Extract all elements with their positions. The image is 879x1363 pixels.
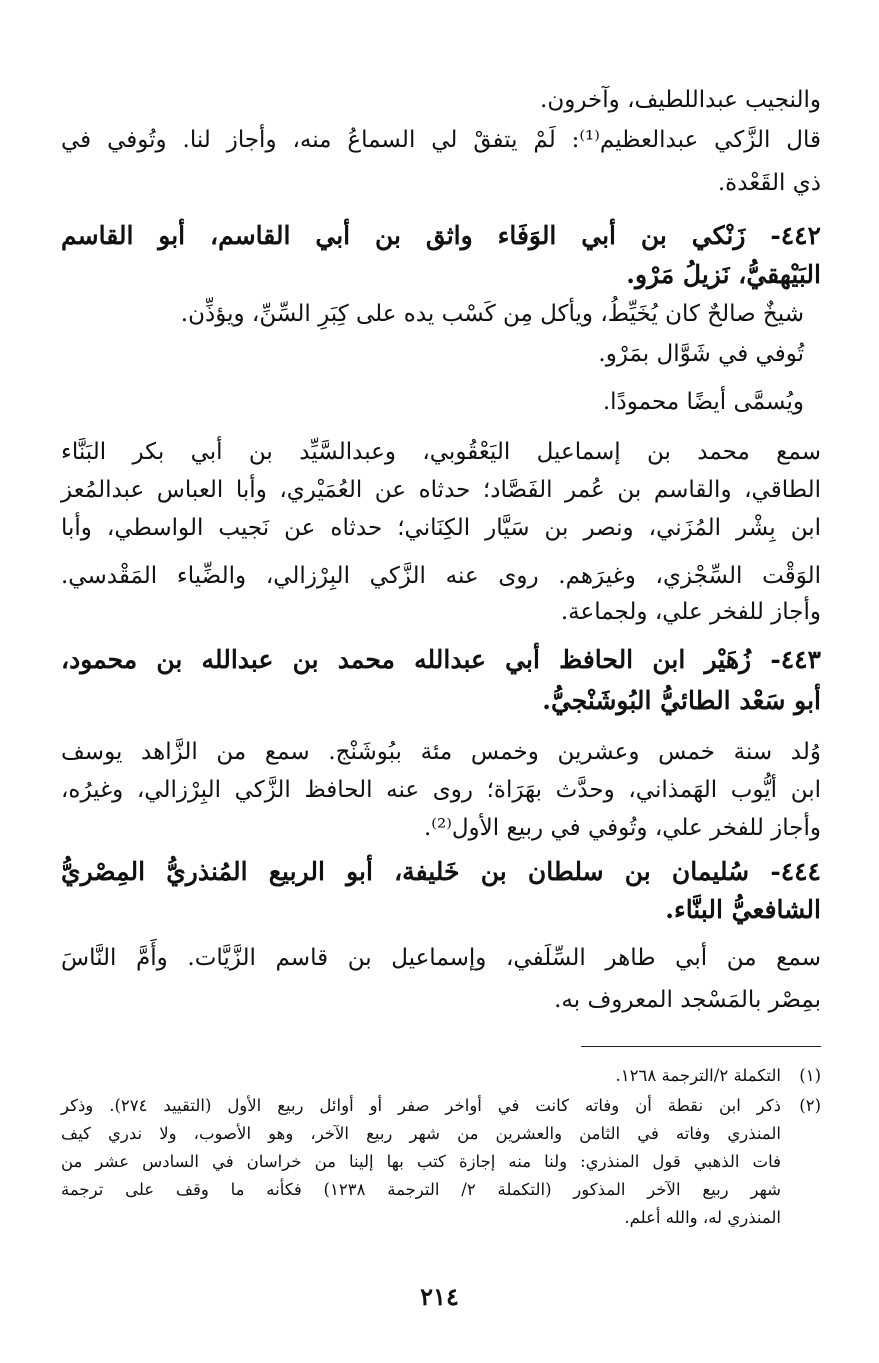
footnote-2-line: [61, 1122, 821, 1146]
text-line: وأجاز للفخر علي، ولجماعة.: [560, 599, 821, 625]
footnote-divider: [581, 1046, 821, 1047]
text-line: سمع من أبي طاهر السِّلَفي، وإسماعيل بن قاسم الزَّيَّات. وأَمَّ النَّاسَ: [61, 945, 821, 971]
footnote-text: ذكر ابن نقطة أن وفاته كانت في أواخر صفر أو أوائل ربيع الأول (التقييد ٢٧٤). وذكر: [61, 1096, 782, 1115]
text-line: ذي القَعْدة.: [717, 170, 821, 196]
footnote-text: شهر ربيع الآخر المذكور (التكملة ٢/ الترجمة ١٢٣٨) فكأنه ما وقف على ترجمة: [61, 1180, 781, 1199]
entry-heading-444: ٤٤٤- سُليمان بن سلطان بن خَليفة، أبو الربيع المُنذريُّ المِصْريُّ: [61, 857, 821, 886]
footnote-text: فات الذهبي قول المنذري: ولنا منه إجازة كتب بها إلينا من خراسان في السادس عشر من: [61, 1152, 781, 1171]
text-line: ابن أيُّوب الهَمذاني، وحدَّث بهَرَاة؛ روى عنه الحافظ الزَّكي البِرْزالي، وغيرُه،: [61, 777, 821, 803]
entry-heading-442: ٤٤٢- زَنْكي بن أبي الوَفَاء واثق بن أبي القاسم، أبو القاسم: [61, 221, 821, 250]
footnote-text: المنذري وفاته في الثامن والعشرين من شهر ربيع الآخر، وهو الأصوب، ولا ندري كيف: [61, 1124, 781, 1143]
text-line: وأجاز للفخر علي، وتُوفي في ربيع الأول⁽²⁾.: [423, 815, 821, 841]
text-line: والنجيب عبداللطيف، وآخرون.: [540, 87, 821, 113]
text-line: بمِصْر بالمَسْجد المعروف به.: [554, 987, 821, 1013]
text-line: ابن بِشْر المُزَني، ونصر بن سَيَّار الكِنَاني؛ حدثاه عن نَجيب الواسطي، وأبا: [61, 515, 821, 541]
text-line: سمع محمد بن إسماعيل اليَعْقُوبي، وعبدالسَّيِّد بن أبي بكر البَنَّاء: [61, 439, 821, 465]
footnote-text: التكملة ٢/الترجمة ١٢٦٨.: [615, 1066, 781, 1085]
text-line: قال الزَّكي عبدالعظيم⁽¹⁾: لَمْ يتفقْ لي السماعُ منه، وأجاز لنا. وتُوفي في: [61, 127, 822, 153]
entry-heading-444-cont: الشافعيُّ البنَّاء.: [665, 895, 821, 924]
text-line: ويُسمَّى أيضًا محمودًا.: [602, 389, 804, 415]
entry-heading-443: ٤٤٣- زُهَيْر ابن الحافظ أبي عبدالله محمد بن عبدالله بن محمود،: [61, 645, 821, 674]
text-line: وُلد سنة خمس وعشرين وخمس مئة ببُوشَنْج. سمع من الزَّاهد يوسف: [61, 739, 821, 765]
text-line: الطاقي، والقاسم بن عُمر الفَصَّاد؛ حدثاه عن العُمَيْري، وأبا العباس عبدالمُعز: [61, 477, 821, 503]
entry-heading-442-cont: البَيْهقيُّ، نَزيلُ مَرْو.: [626, 260, 821, 289]
page-number: ٢١٤: [420, 1282, 459, 1311]
text-line: شيخٌ صالحٌ كان يُخَيِّطُ، ويأكل مِن كَسْب يده على كِبَرِ السِّنِّ، ويؤذِّن.: [180, 301, 804, 327]
footnote-2-line: [61, 1150, 821, 1174]
text-line: الوَقْت السِّجْزي، وغيرَهم. روى عنه الزَّكي البِرْزالي، والضِّياء المَقْدسي.: [61, 563, 821, 589]
footnote-text: المنذري له، والله أعلم.: [624, 1208, 781, 1227]
entry-heading-443-cont: أبو سَعْد الطائيُّ البُوشَنْجيُّ.: [542, 686, 821, 715]
footnote-1: [61, 1064, 821, 1088]
footnote-number: (٢): [799, 1096, 821, 1115]
footnote-2-line: [61, 1206, 821, 1230]
footnote-2-line: [61, 1178, 821, 1202]
text-line: تُوفي في شَوَّال بمَرْو.: [598, 341, 804, 367]
footnote-2: [61, 1094, 821, 1118]
footnote-number: (١): [799, 1066, 821, 1085]
